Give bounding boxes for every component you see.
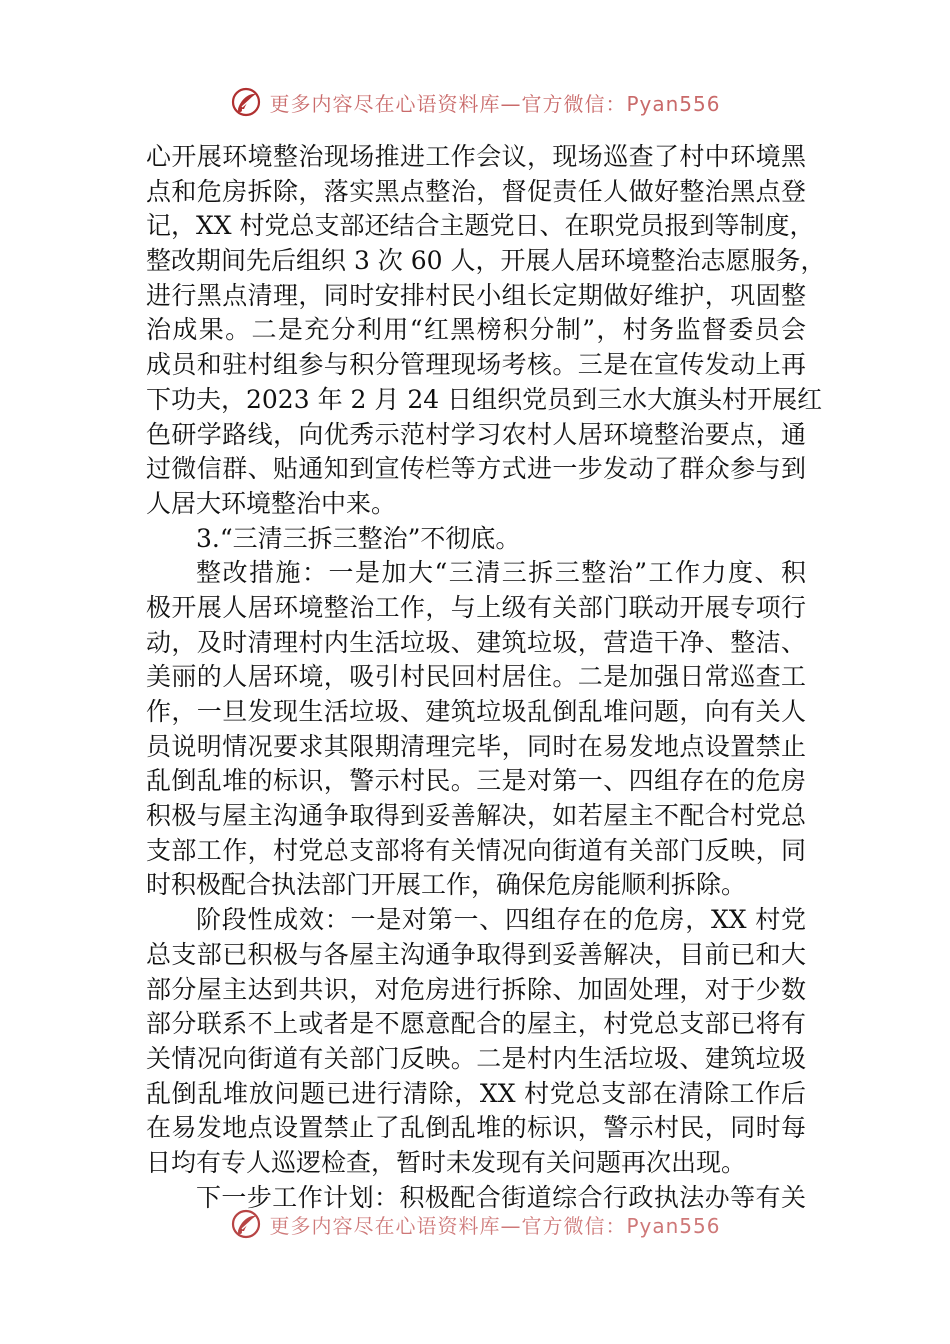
text-line: 日均有专人巡逻检查，暂时未发现有关问题再次出现。 <box>146 1147 747 1177</box>
text-line: 部分联系不上或者是不愿意配合的屋主，村党总支部已将有 <box>146 1009 806 1039</box>
text-line: 下一步工作计划：积极配合街道综合行政执法办等有关 <box>196 1182 806 1212</box>
text-line: 关情况向街道有关部门反映。二是村内生活垃圾、建筑垃圾 <box>146 1043 806 1073</box>
text-line: 心开展环境整治现场推进工作会议，现场巡查了村中环境黑 <box>146 142 806 171</box>
text-line: 总支部已积极与各屋主沟通争取得到妥善解决，目前已和大 <box>146 939 806 969</box>
text-line: 极开展人居环境整治工作，与上级有关部门联动开展专项行 <box>146 592 806 622</box>
text-line: 记，XX 村党总支部还结合主题党日、在职党员报到等制度， <box>146 211 815 241</box>
text-line: 乱倒乱堆放问题已进行清除，XX 村党总支部在清除工作后 <box>146 1078 806 1108</box>
text-line: 色研学路线，向优秀示范村学习农村人居环境整治要点，通 <box>146 419 806 449</box>
page-header <box>0 80 950 124</box>
text-line: 作，一旦发现生活垃圾、建筑垃圾乱倒乱堆问题，向有关人 <box>146 697 806 726</box>
header-watermark <box>229 85 720 119</box>
logo-icon <box>229 1207 263 1241</box>
text-line: 下功夫，2023 年 2 月 24 日组织党员到三水大旗头村开展红 <box>146 384 823 414</box>
text-line: 时积极配合执法部门开展工作，确保危房能顺利拆除。 <box>146 870 747 900</box>
text-line: 成员和驻村组参与积分管理现场考核。三是在宣传发动上再 <box>146 350 806 380</box>
text-line: 治成果。二是充分利用“红黑榜积分制”，村务监督委员会 <box>146 315 806 345</box>
text-line: 进行黑点清理，同时安排村民小组长定期做好维护，巩固整 <box>146 280 806 310</box>
text-line: 支部工作，村党总支部将有关情况向街道有关部门反映，同 <box>146 835 806 865</box>
section-heading: 3.“三清三拆三整治”不彻底。 <box>196 523 521 553</box>
text-line: 人居大环境整治中来。 <box>146 488 397 518</box>
text-line: 阶段性成效：一是对第一、四组存在的危房，XX 村党 <box>196 905 806 935</box>
logo-icon <box>229 85 263 119</box>
text-line: 员说明情况要求其限期清理完毕，同时在易发地点设置禁止 <box>146 731 806 761</box>
text-line: 整改期间先后组织 3 次 60 人，开展人居环境整治志愿服务， <box>146 246 826 276</box>
text-line: 乱倒乱堆的标识，警示村民。三是对第一、四组存在的危房 <box>146 766 806 796</box>
footer-text: 更多内容尽在心语资料库—官方微信：Pyan556 <box>269 1213 721 1238</box>
page-footer <box>0 1202 950 1246</box>
text-line: 在易发地点设置禁止了乱倒乱堆的标识，警示村民，同时每 <box>146 1113 806 1143</box>
header-text: 更多内容尽在心语资料库—官方微信：Pyan556 <box>269 91 721 116</box>
text-line: 部分屋主达到共识，对危房进行拆除、加固处理，对于少数 <box>146 974 806 1004</box>
footer-watermark <box>229 1207 720 1241</box>
text-line: 动，及时清理村内生活垃圾、建筑垃圾，营造干净、整洁、 <box>146 627 806 657</box>
text-line: 美丽的人居环境，吸引村民回村居住。二是加强日常巡查工 <box>146 662 806 692</box>
text-line: 点和危房拆除，落实黑点整治，督促责任人做好整治黑点登 <box>146 176 806 206</box>
text-line: 整改措施：一是加大“三清三拆三整治”工作力度、积 <box>196 558 806 588</box>
text-line: 过微信群、贴通知到宣传栏等方式进一步发动了群众参与到 <box>146 454 806 484</box>
text-line: 积极与屋主沟通争取得到妥善解决，如若屋主不配合村党总 <box>146 801 806 831</box>
document-body <box>146 140 826 1215</box>
